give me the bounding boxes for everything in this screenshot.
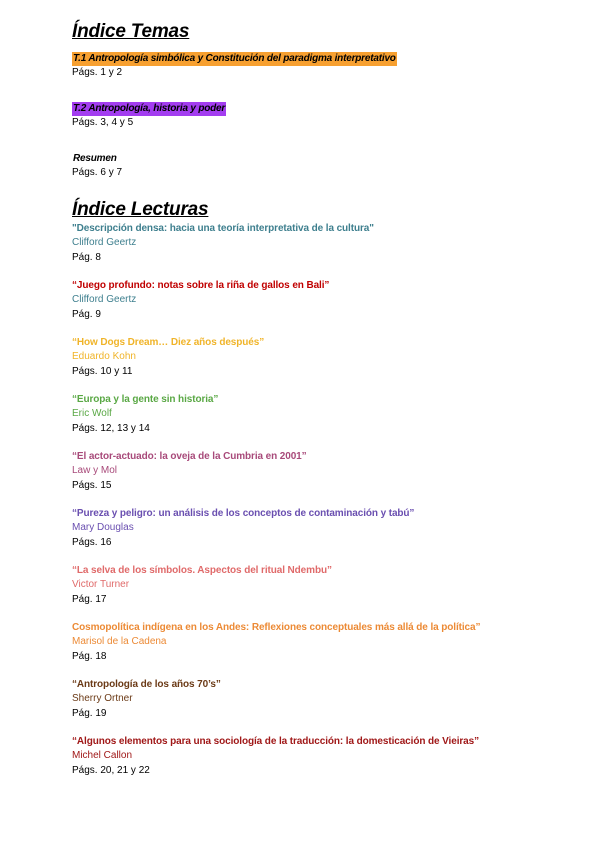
reading-pages: Pág. 8 <box>72 252 101 263</box>
document-page <box>72 20 572 778</box>
reading-title: Cosmopolítica indígena en los Andes: Reflexiones conceptuales más allá de la política” <box>72 622 481 633</box>
topic-pages: Págs. 1 y 2 <box>72 67 123 78</box>
topic-pages: Págs. 3, 4 y 5 <box>72 117 134 128</box>
reading-author: Sherry Ortner <box>72 693 133 704</box>
reading-item <box>72 279 572 322</box>
reading-author: Michel Callon <box>72 750 133 761</box>
topic-item <box>72 48 572 80</box>
reading-title: “Europa y la gente sin historia” <box>72 394 219 405</box>
temas-list <box>72 48 572 180</box>
reading-item <box>72 507 572 550</box>
reading-pages: Págs. 10 y 11 <box>72 366 133 377</box>
reading-title: “La selva de los símbolos. Aspectos del ritual Ndembu” <box>72 565 332 576</box>
reading-author: Clifford Geertz <box>72 237 137 248</box>
reading-item <box>72 393 572 436</box>
reading-item <box>72 564 572 607</box>
lecturas-heading: Índice Lecturas <box>72 199 209 220</box>
reading-item <box>72 621 572 664</box>
reading-pages: Pág. 17 <box>72 594 107 605</box>
reading-title: “How Dogs Dream… Diez años después” <box>72 337 265 348</box>
reading-author: Victor Turner <box>72 579 130 590</box>
reading-pages: Págs. 15 <box>72 480 112 491</box>
reading-item <box>72 678 572 721</box>
reading-pages: Pág. 19 <box>72 708 107 719</box>
topic-pages: Págs. 6 y 7 <box>72 167 123 178</box>
topic-title: Resumen <box>73 153 117 164</box>
reading-author: Mary Douglas <box>72 522 134 533</box>
topic-title: T.1 Antropología simbólica y Constitución del paradigma interpretativo <box>73 53 396 64</box>
reading-author: Eric Wolf <box>72 408 112 419</box>
topic-item <box>72 98 572 130</box>
reading-author: Eduardo Kohn <box>72 351 136 362</box>
reading-pages: Págs. 16 <box>72 537 112 548</box>
topic-item <box>72 148 572 180</box>
reading-author: Marisol de la Cadena <box>72 636 167 647</box>
reading-author: Clifford Geertz <box>72 294 137 305</box>
reading-pages: Págs. 12, 13 y 14 <box>72 423 150 434</box>
reading-item <box>72 336 572 379</box>
reading-title: “Algunos elementos para una sociología de la traducción: la domesticación de Vieiras” <box>72 736 479 747</box>
reading-title: “Antropología de los años 70’s” <box>72 679 221 690</box>
topic-title: T.2 Antropología, historia y poder <box>73 103 226 114</box>
reading-title: “El actor-actuado: la oveja de la Cumbria en 2001” <box>72 451 307 462</box>
reading-pages: Pág. 18 <box>72 651 107 662</box>
reading-author: Law y Mol <box>72 465 118 476</box>
reading-title: "Descripción densa: hacia una teoría interpretativa de la cultura" <box>72 223 374 234</box>
reading-title: “Pureza y peligro: un análisis de los conceptos de contaminación y tabú” <box>72 508 415 519</box>
reading-pages: Págs. 20, 21 y 22 <box>72 765 150 776</box>
temas-heading: Índice Temas <box>72 21 190 42</box>
reading-item <box>72 222 572 265</box>
reading-title: “Juego profundo: notas sobre la riña de gallos en Bali” <box>72 280 330 291</box>
reading-pages: Pág. 9 <box>72 309 101 320</box>
reading-item <box>72 450 572 493</box>
lecturas-list <box>72 222 572 778</box>
reading-item <box>72 735 572 778</box>
